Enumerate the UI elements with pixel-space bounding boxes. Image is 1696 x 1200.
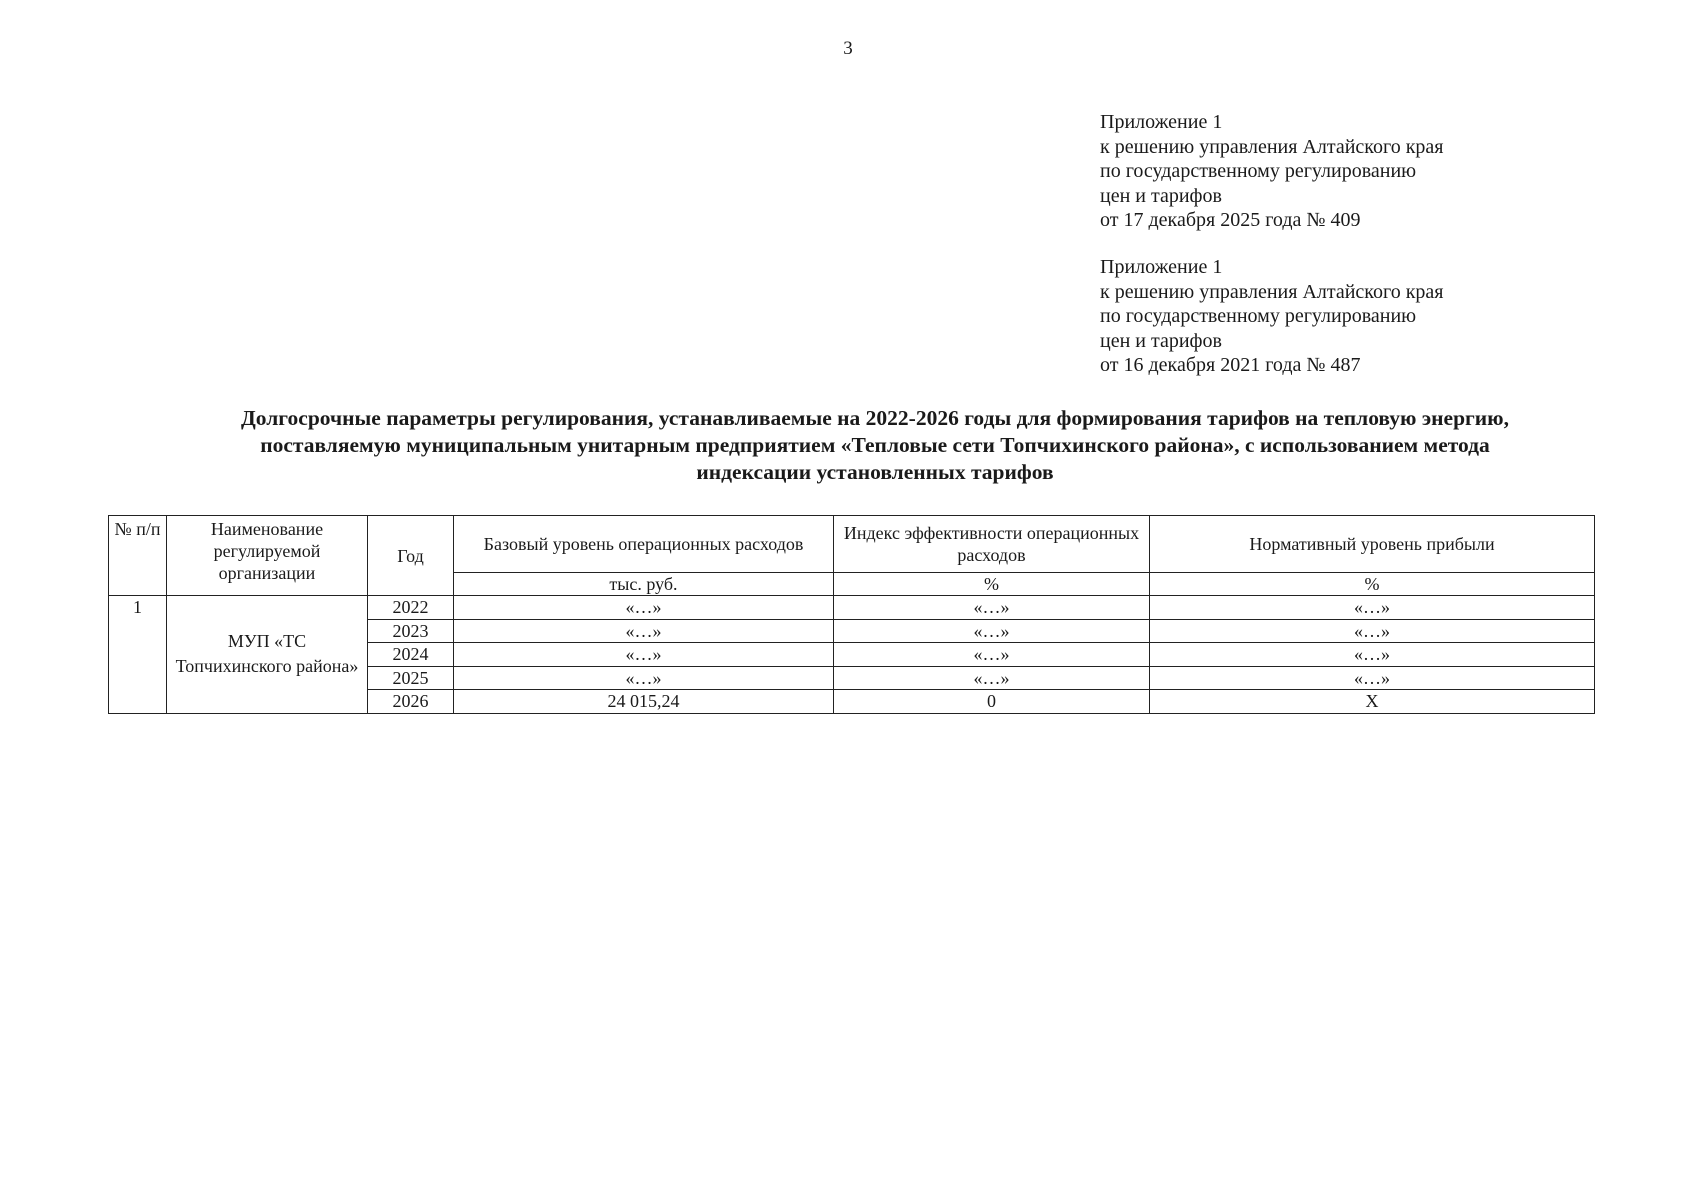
title-line: индексации установленных тарифов <box>696 460 1054 484</box>
appendix-line: от 17 декабря 2025 года № 409 <box>1100 209 1361 231</box>
appendix-block-original <box>1100 255 1620 378</box>
table-row <box>109 596 1595 620</box>
profit-level-cell: «…» <box>1150 643 1595 667</box>
efficiency-index-cell: «…» <box>834 643 1150 667</box>
profit-level-cell: «…» <box>1150 596 1595 620</box>
efficiency-index-cell: «…» <box>834 619 1150 643</box>
year-cell: 2024 <box>368 643 454 667</box>
appendix-line: по государственному регулированию <box>1100 160 1417 182</box>
profit-level-cell: «…» <box>1150 666 1595 690</box>
appendix-line: Приложение 1 <box>1100 256 1223 278</box>
base-level-cell: «…» <box>454 619 834 643</box>
efficiency-index-cell: 0 <box>834 690 1150 714</box>
document-title <box>130 405 1620 486</box>
appendix-line: от 16 декабря 2021 года № 487 <box>1100 354 1361 376</box>
header-base-level: Базовый уровень операционных расходов <box>454 516 834 573</box>
appendix-line: Приложение 1 <box>1100 111 1223 133</box>
header-org-name: Наименование регулируемой организации <box>167 516 368 596</box>
page-number: 3 <box>843 38 853 59</box>
appendix-line: цен и тарифов <box>1100 184 1222 207</box>
header-num: № п/п <box>109 516 167 596</box>
base-level-cell: «…» <box>454 643 834 667</box>
header-efficiency-index: Индекс эффективности операционных расходов <box>834 516 1150 573</box>
year-cell: 2022 <box>368 596 454 620</box>
efficiency-index-cell: «…» <box>834 596 1150 620</box>
title-line: поставляемую муниципальным унитарным предприятием «Тепловые сети Топчихинского района», с использованием метода <box>260 433 1490 457</box>
profit-level-cell: «…» <box>1150 619 1595 643</box>
organization-name: МУП «ТС Топчихинского района» <box>167 596 368 714</box>
unit-base-level: тыс. руб. <box>454 573 834 596</box>
base-level-cell: «…» <box>454 666 834 690</box>
year-cell: 2026 <box>368 690 454 714</box>
year-cell: 2023 <box>368 619 454 643</box>
appendix-line: по государственному регулированию <box>1100 305 1417 327</box>
appendix-block-current <box>1100 110 1620 233</box>
header-profit-level: Нормативный уровень прибыли <box>1150 516 1595 573</box>
parameters-table <box>108 515 1595 714</box>
base-level-cell: 24 015,24 <box>454 690 834 714</box>
efficiency-index-cell: «…» <box>834 666 1150 690</box>
row-number: 1 <box>109 596 167 714</box>
appendix-line: к решению управления Алтайского края <box>1100 135 1444 158</box>
profit-level-cell: Х <box>1150 690 1595 714</box>
appendix-line: цен и тарифов <box>1100 329 1222 352</box>
unit-profit-level: % <box>1150 573 1595 596</box>
title-line: Долгосрочные параметры регулирования, устанавливаемые на 2022-2026 годы для формирования тарифов на тепловую энергию, <box>240 406 1509 430</box>
base-level-cell: «…» <box>454 596 834 620</box>
year-cell: 2025 <box>368 666 454 690</box>
unit-efficiency-index: % <box>834 573 1150 596</box>
header-year: Год <box>368 516 454 596</box>
appendix-line: к решению управления Алтайского края <box>1100 280 1444 303</box>
